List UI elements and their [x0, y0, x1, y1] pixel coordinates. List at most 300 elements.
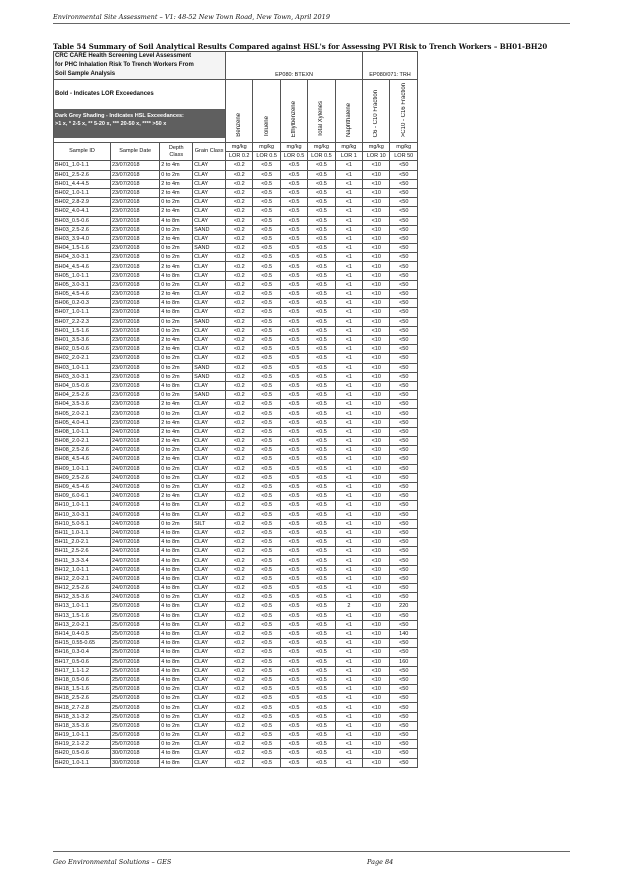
sample-date-cell: 23/07/2018 [110, 354, 159, 363]
result-cell: 160 [390, 657, 418, 666]
depth-class-cell: 0 to 2m [160, 198, 193, 207]
result-cell: <1 [335, 740, 362, 749]
result-cell: <0.5 [308, 666, 335, 675]
result-cell: <0.5 [308, 326, 335, 335]
result-cell: <0.5 [280, 317, 307, 326]
result-cell: <50 [390, 326, 418, 335]
result-cell: <0.5 [253, 547, 280, 556]
grain-class-cell: CLAY [193, 721, 226, 730]
result-cell: <0.5 [308, 538, 335, 547]
result-cell: <0.5 [253, 391, 280, 400]
sample-date-cell: 24/07/2018 [110, 510, 159, 519]
result-cell: <1 [335, 161, 362, 170]
table-row [54, 244, 418, 253]
result-cell: <0.5 [280, 400, 307, 409]
table-row [54, 639, 418, 648]
result-cell: <0.2 [226, 400, 253, 409]
result-cell: <0.5 [308, 620, 335, 629]
result-cell: <0.2 [226, 446, 253, 455]
result-cell: <0.5 [308, 216, 335, 225]
sample-id-cell: BH13_1.0-1.1 [54, 602, 111, 611]
depth-class-cell: 4 to 8m [160, 657, 193, 666]
sample-id-cell: BH19_2.1-2.2 [54, 740, 111, 749]
depth-class-cell: 4 to 8m [160, 675, 193, 684]
result-cell: <0.5 [308, 565, 335, 574]
result-cell: 220 [390, 602, 418, 611]
result-cell: <50 [390, 280, 418, 289]
result-cell: <1 [335, 538, 362, 547]
lor-cell: LOR 50 [390, 152, 418, 161]
result-cell: <0.5 [253, 170, 280, 179]
result-cell: <10 [363, 271, 390, 280]
depth-class-cell: 2 to 4m [160, 262, 193, 271]
sample-id-cell: BH03_0.5-0.6 [54, 216, 111, 225]
result-cell: <0.5 [253, 280, 280, 289]
result-cell: <0.5 [253, 317, 280, 326]
result-cell: <1 [335, 584, 362, 593]
result-cell: <50 [390, 253, 418, 262]
sample-id-cell: BH05_4.5-4.6 [54, 290, 111, 299]
result-cell: <10 [363, 602, 390, 611]
result-cell: <1 [335, 528, 362, 537]
result-cell: <1 [335, 317, 362, 326]
result-cell: <50 [390, 648, 418, 657]
group-trh: EP080/071: TRH [363, 52, 418, 80]
result-cell: <10 [363, 335, 390, 344]
result-cell: <10 [363, 482, 390, 491]
result-cell: <1 [335, 556, 362, 565]
result-cell: <1 [335, 648, 362, 657]
result-cell: <1 [335, 694, 362, 703]
table-title [54, 52, 226, 80]
result-cell: <0.5 [253, 602, 280, 611]
result-cell: <1 [335, 620, 362, 629]
grain-class-cell: CLAY [193, 657, 226, 666]
depth-class-cell: 0 to 2m [160, 712, 193, 721]
lor-cell: LOR 0.5 [308, 152, 335, 161]
result-cell: <0.5 [308, 694, 335, 703]
result-cell: <0.2 [226, 244, 253, 253]
table-row [54, 262, 418, 271]
sample-id-cell: BH01_1.5-1.6 [54, 326, 111, 335]
sample-id-cell: BH19_1.0-1.1 [54, 731, 111, 740]
result-cell: <50 [390, 437, 418, 446]
result-cell: <0.5 [308, 464, 335, 473]
result-cell: <0.5 [280, 290, 307, 299]
result-cell: <1 [335, 188, 362, 197]
depth-class-cell: 0 to 2m [160, 464, 193, 473]
result-cell: <1 [335, 712, 362, 721]
result-cell: <0.5 [308, 740, 335, 749]
result-cell: <0.5 [308, 455, 335, 464]
table-row [54, 740, 418, 749]
table-row [54, 363, 418, 372]
result-cell: <1 [335, 455, 362, 464]
result-cell: <10 [363, 528, 390, 537]
table-row [54, 657, 418, 666]
result-cell: <10 [363, 565, 390, 574]
result-cell: <0.5 [253, 584, 280, 593]
result-cell: <0.5 [280, 179, 307, 188]
result-cell: <10 [363, 464, 390, 473]
result-cell: <10 [363, 675, 390, 684]
result-cell: <1 [335, 335, 362, 344]
sample-date-cell: 24/07/2018 [110, 547, 159, 556]
depth-class-cell: 0 to 2m [160, 685, 193, 694]
depth-class-cell: 2 to 4m [160, 179, 193, 188]
result-cell: <50 [390, 611, 418, 620]
depth-class-cell: 0 to 2m [160, 326, 193, 335]
result-cell: <1 [335, 400, 362, 409]
sample-date-cell: 25/07/2018 [110, 648, 159, 657]
grain-class-cell: CLAY [193, 694, 226, 703]
result-cell: <50 [390, 207, 418, 216]
result-cell: <10 [363, 584, 390, 593]
result-cell: <0.2 [226, 556, 253, 565]
depth-class-cell: 4 to 8m [160, 299, 193, 308]
result-cell: <0.5 [253, 244, 280, 253]
result-cell: <50 [390, 234, 418, 243]
sample-id-cell: BH01_2.5-2.6 [54, 170, 111, 179]
result-cell: <50 [390, 473, 418, 482]
grain-class-cell: CLAY [193, 308, 226, 317]
result-cell: <0.5 [280, 602, 307, 611]
depth-class-cell: 4 to 8m [160, 501, 193, 510]
analyte-header: Ethylbenzene [280, 80, 307, 143]
result-cell: <10 [363, 198, 390, 207]
depth-class-cell: 0 to 2m [160, 244, 193, 253]
result-cell: <10 [363, 216, 390, 225]
grain-class-cell: SILT [193, 519, 226, 528]
result-cell: <10 [363, 629, 390, 638]
result-cell: <0.5 [308, 400, 335, 409]
grain-class-cell: CLAY [193, 685, 226, 694]
grain-class-cell: SAND [193, 225, 226, 234]
result-cell: <0.2 [226, 538, 253, 547]
analyte-header: Total Xylenes [308, 80, 335, 143]
depth-class-cell: 4 to 8m [160, 639, 193, 648]
result-cell: <1 [335, 179, 362, 188]
lor-cell: LOR 0.2 [226, 152, 253, 161]
sample-date-cell: 23/07/2018 [110, 400, 159, 409]
result-cell: <50 [390, 740, 418, 749]
sample-date-cell: 25/07/2018 [110, 666, 159, 675]
result-cell: <1 [335, 510, 362, 519]
depth-class-cell: 4 to 8m [160, 648, 193, 657]
result-cell: <0.5 [253, 648, 280, 657]
grain-class-cell: CLAY [193, 629, 226, 638]
depth-class-cell: 0 to 2m [160, 473, 193, 482]
sample-date-cell: 23/07/2018 [110, 335, 159, 344]
result-cell: <50 [390, 731, 418, 740]
result-cell: <0.5 [308, 648, 335, 657]
sample-date-cell: 24/07/2018 [110, 574, 159, 583]
result-cell: <1 [335, 685, 362, 694]
result-cell: <0.5 [280, 731, 307, 740]
result-cell: <0.5 [253, 528, 280, 537]
result-cell: <0.5 [308, 584, 335, 593]
result-cell: <10 [363, 492, 390, 501]
table-row [54, 593, 418, 602]
result-cell: <0.5 [280, 188, 307, 197]
result-cell: <10 [363, 620, 390, 629]
grain-class-cell: CLAY [193, 611, 226, 620]
table-row [54, 694, 418, 703]
result-cell: <10 [363, 501, 390, 510]
result-cell: <1 [335, 280, 362, 289]
result-cell: <0.2 [226, 758, 253, 767]
result-cell: <0.2 [226, 234, 253, 243]
result-cell: <0.2 [226, 712, 253, 721]
grain-class-cell: CLAY [193, 703, 226, 712]
sample-id-cell: BH10_5.0-5.1 [54, 519, 111, 528]
result-cell: <0.5 [280, 234, 307, 243]
result-cell: <0.5 [253, 400, 280, 409]
result-cell: <1 [335, 593, 362, 602]
depth-class-cell: 2 to 4m [160, 290, 193, 299]
grain-class-cell: SAND [193, 391, 226, 400]
result-cell: <0.5 [280, 639, 307, 648]
depth-class-cell: 2 to 4m [160, 161, 193, 170]
result-cell: <10 [363, 749, 390, 758]
grain-class-cell: CLAY [193, 602, 226, 611]
result-cell: <0.5 [280, 482, 307, 491]
grain-class-cell: CLAY [193, 354, 226, 363]
result-cell: <1 [335, 225, 362, 234]
result-cell: <0.5 [253, 335, 280, 344]
result-cell: <1 [335, 326, 362, 335]
table-row [54, 611, 418, 620]
table-row [54, 290, 418, 299]
table-row [54, 602, 418, 611]
result-cell: <1 [335, 372, 362, 381]
sample-date-cell: 23/07/2018 [110, 391, 159, 400]
result-cell: <0.5 [308, 409, 335, 418]
result-cell: <0.5 [280, 740, 307, 749]
result-cell: <1 [335, 345, 362, 354]
sample-date-cell: 23/07/2018 [110, 161, 159, 170]
table-row [54, 547, 418, 556]
result-cell: <0.5 [253, 372, 280, 381]
table-row [54, 381, 418, 390]
result-cell: <1 [335, 437, 362, 446]
result-cell: <0.5 [280, 207, 307, 216]
result-cell: <0.5 [308, 703, 335, 712]
depth-class-cell: 4 to 8m [160, 629, 193, 638]
grain-class-cell: CLAY [193, 648, 226, 657]
result-cell: <0.5 [280, 473, 307, 482]
result-cell: <0.2 [226, 703, 253, 712]
sample-id-cell: BH11_3.3-3.4 [54, 556, 111, 565]
sample-date-cell: 24/07/2018 [110, 437, 159, 446]
result-cell: <0.2 [226, 253, 253, 262]
result-cell: <50 [390, 262, 418, 271]
depth-class-cell: 2 to 4m [160, 427, 193, 436]
sample-date-cell: 24/07/2018 [110, 528, 159, 537]
result-cell: <50 [390, 299, 418, 308]
grain-class-cell: CLAY [193, 216, 226, 225]
result-cell: <1 [335, 207, 362, 216]
result-cell: <0.5 [308, 363, 335, 372]
analyte-header: >C10 - C16 Fraction [390, 80, 418, 143]
result-cell: <50 [390, 188, 418, 197]
sample-id-cell: BH05_3.0-3.1 [54, 280, 111, 289]
result-cell: <0.5 [308, 290, 335, 299]
table-row [54, 234, 418, 243]
result-cell: <0.5 [253, 740, 280, 749]
result-cell: <0.2 [226, 354, 253, 363]
result-cell: <50 [390, 418, 418, 427]
result-cell: <1 [335, 657, 362, 666]
result-cell: <0.2 [226, 363, 253, 372]
sample-id-cell: BH18_3.1-3.2 [54, 712, 111, 721]
depth-class-cell: 2 to 4m [160, 335, 193, 344]
result-cell: 140 [390, 629, 418, 638]
col-header-grain-class: Grain Class [193, 143, 226, 161]
result-cell: <0.5 [253, 234, 280, 243]
result-cell: <0.5 [308, 675, 335, 684]
sample-id-cell: BH04_3.5-3.6 [54, 400, 111, 409]
depth-class-cell: 4 to 8m [160, 565, 193, 574]
result-cell: <0.2 [226, 290, 253, 299]
result-cell: <0.5 [253, 538, 280, 547]
result-cell: <0.5 [308, 280, 335, 289]
grain-class-cell: CLAY [193, 326, 226, 335]
grain-class-cell: CLAY [193, 666, 226, 675]
result-cell: <50 [390, 381, 418, 390]
result-cell: <0.5 [280, 363, 307, 372]
result-cell: <0.5 [280, 574, 307, 583]
table-row [54, 409, 418, 418]
table-row [54, 170, 418, 179]
result-cell: <1 [335, 473, 362, 482]
result-cell: 2 [335, 602, 362, 611]
table-row [54, 354, 418, 363]
result-cell: <0.2 [226, 427, 253, 436]
result-cell: <0.5 [308, 308, 335, 317]
sample-id-cell: BH05_4.0-4.1 [54, 418, 111, 427]
result-cell: <0.5 [253, 326, 280, 335]
result-cell: <10 [363, 225, 390, 234]
result-cell: <10 [363, 188, 390, 197]
depth-class-cell: 4 to 8m [160, 584, 193, 593]
result-cell: <0.5 [308, 381, 335, 390]
depth-class-cell: 0 to 2m [160, 740, 193, 749]
result-cell: <50 [390, 345, 418, 354]
result-cell: <0.5 [253, 721, 280, 730]
result-cell: <0.2 [226, 308, 253, 317]
result-cell: <0.5 [280, 501, 307, 510]
result-cell: <0.5 [308, 657, 335, 666]
depth-class-cell: 0 to 2m [160, 703, 193, 712]
sample-id-cell: BH01_1.0-1.1 [54, 161, 111, 170]
result-cell: <0.2 [226, 262, 253, 271]
sample-date-cell: 23/07/2018 [110, 326, 159, 335]
result-cell: <0.2 [226, 271, 253, 280]
result-cell: <0.5 [280, 354, 307, 363]
table-row [54, 565, 418, 574]
result-cell: <1 [335, 409, 362, 418]
result-cell: <0.5 [253, 666, 280, 675]
result-cell: <0.5 [308, 271, 335, 280]
table-row [54, 335, 418, 344]
sample-id-cell: BH20_1.0-1.1 [54, 758, 111, 767]
sample-id-cell: BH18_2.7-2.8 [54, 703, 111, 712]
header-rule [53, 23, 570, 24]
sample-date-cell: 23/07/2018 [110, 188, 159, 197]
table-row [54, 629, 418, 638]
grain-class-cell: CLAY [193, 280, 226, 289]
result-cell: <0.5 [253, 345, 280, 354]
depth-class-cell: 4 to 8m [160, 538, 193, 547]
result-cell: <50 [390, 749, 418, 758]
depth-class-cell: 2 to 4m [160, 400, 193, 409]
result-cell: <0.5 [280, 225, 307, 234]
depth-class-cell: 4 to 8m [160, 749, 193, 758]
result-cell: <0.2 [226, 602, 253, 611]
result-cell: <0.2 [226, 639, 253, 648]
footer-rule [53, 851, 570, 852]
result-cell: <0.5 [280, 271, 307, 280]
result-cell: <10 [363, 685, 390, 694]
sample-id-cell: BH17_0.5-0.6 [54, 657, 111, 666]
result-cell: <50 [390, 694, 418, 703]
grain-class-cell: SAND [193, 317, 226, 326]
result-cell: <0.5 [308, 446, 335, 455]
sample-date-cell: 23/07/2018 [110, 244, 159, 253]
result-cell: <0.5 [308, 225, 335, 234]
sample-id-cell: BH05_1.0-1.1 [54, 271, 111, 280]
result-cell: <50 [390, 335, 418, 344]
bold-note: Bold - Indicates LOR Exceedances [54, 80, 225, 109]
table-row [54, 271, 418, 280]
result-cell: <0.5 [253, 290, 280, 299]
result-cell: <0.5 [253, 749, 280, 758]
result-cell: <1 [335, 639, 362, 648]
sample-date-cell: 24/07/2018 [110, 593, 159, 602]
result-cell: <0.2 [226, 675, 253, 684]
result-cell: <0.5 [253, 308, 280, 317]
lor-cell: LOR 0.5 [253, 152, 280, 161]
result-cell: <0.5 [253, 565, 280, 574]
result-cell: <0.5 [308, 161, 335, 170]
sample-id-cell: BH14_0.4-0.5 [54, 629, 111, 638]
result-cell: <10 [363, 666, 390, 675]
result-cell: <0.2 [226, 326, 253, 335]
result-cell: <0.5 [280, 418, 307, 427]
result-cell: <0.2 [226, 528, 253, 537]
result-cell: <0.5 [308, 731, 335, 740]
result-cell: <0.5 [308, 437, 335, 446]
sample-date-cell: 30/07/2018 [110, 749, 159, 758]
result-cell: <50 [390, 308, 418, 317]
result-cell: <10 [363, 234, 390, 243]
sample-id-cell: BH03_3.9-4.0 [54, 234, 111, 243]
result-cell: <0.5 [308, 611, 335, 620]
sample-date-cell: 23/07/2018 [110, 290, 159, 299]
result-cell: <50 [390, 519, 418, 528]
sample-id-cell: BH02_0.5-0.6 [54, 345, 111, 354]
grain-class-cell: CLAY [193, 565, 226, 574]
grain-class-cell: CLAY [193, 234, 226, 243]
result-cell: <1 [335, 391, 362, 400]
unit-cell: mg/kg [335, 143, 362, 152]
result-cell: <1 [335, 418, 362, 427]
grain-class-cell: CLAY [193, 492, 226, 501]
sample-id-cell: BH04_4.5-4.6 [54, 262, 111, 271]
result-cell: <0.5 [308, 556, 335, 565]
sample-date-cell: 25/07/2018 [110, 694, 159, 703]
